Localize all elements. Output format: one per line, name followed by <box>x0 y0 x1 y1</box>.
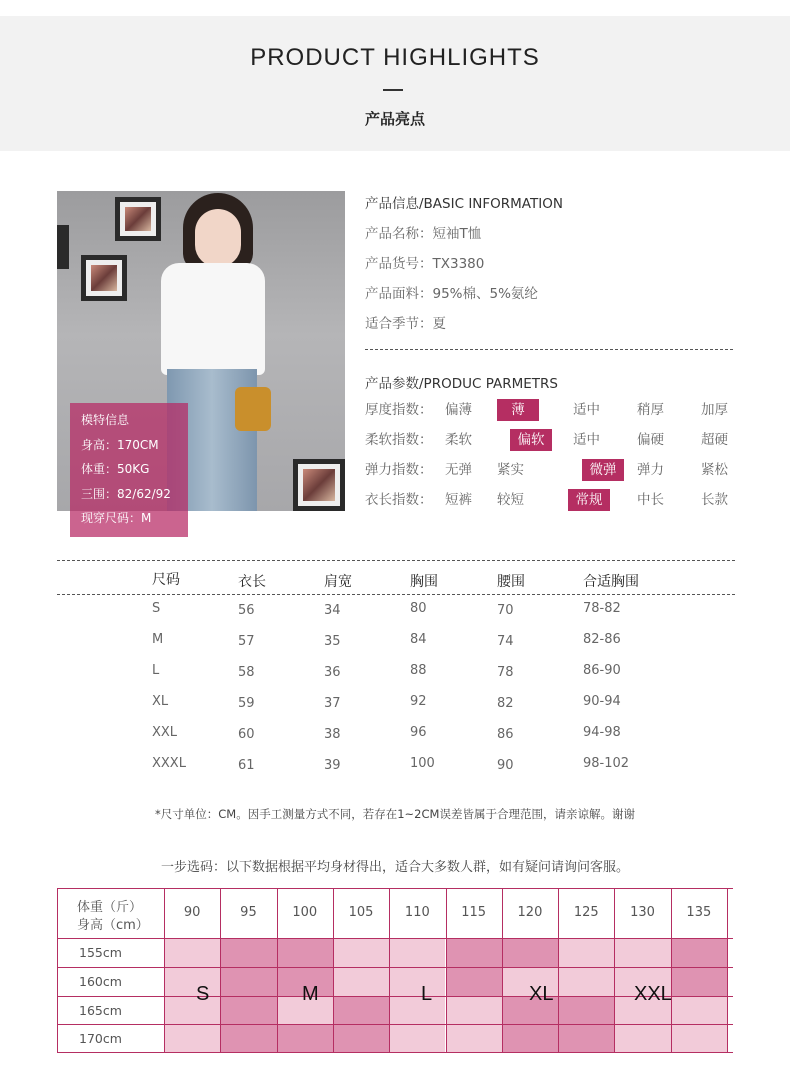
model-info-box <box>70 403 188 537</box>
table-cell: 61 <box>238 758 255 773</box>
table-cell: 94-98 <box>583 725 621 740</box>
wall-frame <box>115 197 161 241</box>
table-cell: 56 <box>238 603 255 618</box>
table-cell: 70 <box>497 603 514 618</box>
param-label: 厚度指数： <box>365 402 433 418</box>
param-option: 超硬 <box>701 432 728 448</box>
table-cell: 90-94 <box>583 694 621 709</box>
grid-cell <box>277 938 333 967</box>
selection-note: 一步选码：以下数据根据平均身材得出，适合大多数人群，如有疑问请询问客服。 <box>160 860 629 875</box>
grid-cell <box>671 996 727 1025</box>
table-cell: 57 <box>238 634 255 649</box>
grid-cell <box>446 967 502 996</box>
param-option: 紧实 <box>497 462 524 478</box>
param-option: 弹力 <box>637 462 664 478</box>
grid-cell <box>389 1024 445 1053</box>
table-cell: 96 <box>410 725 427 740</box>
table-cell: XXL <box>152 725 178 740</box>
param-option: 偏软 <box>510 429 552 451</box>
table-cell: 90 <box>497 758 514 773</box>
table-cell: 58 <box>238 665 255 680</box>
param-option: 薄 <box>497 399 539 421</box>
params-title: 产品参数/PRODUC PARMETRS <box>365 376 558 392</box>
page-subtitle: 产品亮点 <box>364 110 425 128</box>
grid-line <box>57 888 733 889</box>
grid-weight-header: 135 <box>686 905 712 920</box>
grid-corner-height: 身高（cm） <box>77 918 149 933</box>
grid-weight-header: 125 <box>573 905 599 920</box>
grid-line <box>57 938 733 939</box>
tshirt <box>161 263 265 375</box>
table-cell: 59 <box>238 696 255 711</box>
grid-cell <box>333 938 389 967</box>
param-option: 中长 <box>637 492 664 508</box>
grid-height-label: 170cm <box>79 1031 122 1047</box>
grid-cell <box>220 996 276 1025</box>
table-header-cell: 腰围 <box>497 574 525 590</box>
product-fabric: 产品面料：95%棉、5%氨纶 <box>365 286 538 302</box>
product-code: 产品货号：TX3380 <box>365 256 485 272</box>
grid-cell <box>220 1024 276 1053</box>
grid-height-label: 165cm <box>79 1002 122 1018</box>
table-cell: M <box>152 632 164 647</box>
table-cell: 82-86 <box>583 632 621 647</box>
grid-cell <box>558 967 614 996</box>
grid-cell <box>389 996 445 1025</box>
grid-cell <box>164 938 220 967</box>
table-cell: 80 <box>410 601 427 616</box>
size-recommendation-grid <box>57 888 733 1053</box>
param-option: 适中 <box>573 402 600 418</box>
model-face <box>195 209 241 267</box>
table-cell: 88 <box>410 663 427 678</box>
model-height: 身高：170CM <box>81 437 159 452</box>
grid-line <box>57 996 733 997</box>
param-option: 短裤 <box>445 492 472 508</box>
table-cell: 39 <box>324 758 341 773</box>
grid-cell <box>558 996 614 1025</box>
grid-cell <box>671 1024 727 1053</box>
param-option: 无弹 <box>445 462 472 478</box>
param-option: 稍厚 <box>637 402 664 418</box>
table-cell: 35 <box>324 634 341 649</box>
grid-cell <box>614 1024 670 1053</box>
unit-note: *尺寸单位：CM。因手工测量方式不同，若存在1~2CM误差皆属于合理范围，请亲谅解。谢谢 <box>155 807 635 821</box>
table-cell: L <box>152 663 160 678</box>
table-header-divider <box>57 594 735 595</box>
grid-cell <box>333 996 389 1025</box>
table-cell: 38 <box>324 727 341 742</box>
table-cell: 60 <box>238 727 255 742</box>
table-header-cell: 胸围 <box>410 574 438 590</box>
grid-line <box>57 967 733 968</box>
table-cell: 100 <box>410 756 435 771</box>
model-measurements: 三围：82/62/92 <box>81 486 171 501</box>
grid-height-label: 160cm <box>79 973 122 989</box>
grid-size-label: XXL <box>634 983 672 1005</box>
grid-cell <box>333 1024 389 1053</box>
param-label: 弹力指数： <box>365 462 433 478</box>
product-season: 适合季节：夏 <box>365 316 446 332</box>
param-option: 长款 <box>701 492 728 508</box>
basic-info-title: 产品信息/BASIC INFORMATION <box>365 196 563 212</box>
param-label: 衣长指数： <box>365 492 433 508</box>
grid-size-label: XL <box>529 983 554 1005</box>
grid-weight-header: 130 <box>630 905 655 920</box>
wall-frame <box>57 225 69 269</box>
param-option: 常规 <box>568 489 610 511</box>
table-top-divider <box>57 560 735 561</box>
grid-weight-header: 90 <box>183 905 201 920</box>
table-cell: 86 <box>497 727 514 742</box>
page-title: PRODUCT HIGHLIGHTS <box>250 44 540 71</box>
param-row <box>365 428 740 452</box>
grid-size-label: S <box>196 983 210 1005</box>
table-cell: XL <box>152 694 169 709</box>
wall-frame <box>81 255 127 301</box>
grid-cell <box>389 967 445 996</box>
table-header-cell: 尺码 <box>152 572 180 588</box>
grid-line <box>57 1024 733 1025</box>
grid-line <box>727 888 728 1053</box>
param-row <box>365 458 740 482</box>
table-cell: 92 <box>410 694 427 709</box>
param-option: 柔软 <box>445 432 472 448</box>
grid-cell <box>502 938 558 967</box>
table-header-cell: 肩宽 <box>324 574 352 590</box>
grid-line <box>57 888 58 1053</box>
handbag <box>235 387 271 431</box>
param-option: 较短 <box>497 492 524 508</box>
table-cell: 74 <box>497 634 514 649</box>
grid-cell <box>558 938 614 967</box>
param-option: 适中 <box>573 432 600 448</box>
table-cell: S <box>152 601 161 616</box>
param-option: 紧松 <box>701 462 728 478</box>
model-weight: 体重：50KG <box>81 462 150 476</box>
grid-weight-header: 105 <box>348 905 374 920</box>
table-cell: XXXL <box>152 756 186 771</box>
grid-cell <box>277 1024 333 1053</box>
table-cell: 84 <box>410 632 427 647</box>
product-name: 产品名称：短袖T恤 <box>365 226 482 242</box>
table-cell: 34 <box>324 603 341 618</box>
param-label: 柔软指数： <box>365 432 433 448</box>
table-cell: 78 <box>497 665 514 680</box>
grid-weight-header: 110 <box>404 905 430 920</box>
table-cell: 82 <box>497 696 514 711</box>
grid-cell <box>333 967 389 996</box>
grid-cell <box>220 967 276 996</box>
grid-weight-header: 100 <box>292 905 318 920</box>
header-band <box>0 16 790 151</box>
grid-cell <box>671 967 727 996</box>
grid-cell <box>446 996 502 1025</box>
grid-cell <box>164 996 220 1025</box>
param-option: 加厚 <box>701 402 728 418</box>
grid-cell <box>614 938 670 967</box>
grid-height-label: 155cm <box>79 945 122 960</box>
model-size-worn: 现穿尺码：M <box>81 511 152 525</box>
grid-size-label: L <box>421 983 433 1005</box>
param-option: 偏薄 <box>445 402 472 418</box>
grid-size-label: M <box>302 983 319 1005</box>
grid-cell <box>164 967 220 996</box>
grid-cell <box>164 1024 220 1053</box>
param-option: 偏硬 <box>637 432 664 448</box>
grid-weight-header: 120 <box>517 905 543 920</box>
param-row <box>365 398 740 422</box>
grid-line <box>57 1052 733 1053</box>
info-divider <box>365 349 733 350</box>
table-cell: 78-82 <box>583 601 621 616</box>
param-row <box>365 488 740 512</box>
table-cell: 98-102 <box>583 756 630 771</box>
grid-cell <box>558 1024 614 1053</box>
title-divider <box>383 89 403 91</box>
table-cell: 36 <box>324 665 341 680</box>
grid-cell <box>671 938 727 967</box>
grid-cell <box>446 1024 502 1053</box>
grid-weight-header: 95 <box>240 905 257 920</box>
grid-cell <box>220 938 276 967</box>
grid-corner-weight: 体重（斤） <box>77 900 143 915</box>
grid-cell <box>389 938 445 967</box>
table-header-cell: 合适胸围 <box>583 574 639 590</box>
grid-cell <box>446 938 502 967</box>
param-option: 微弹 <box>582 459 624 481</box>
table-header-cell: 衣长 <box>238 574 266 590</box>
table-cell: 37 <box>324 696 341 711</box>
model-info-title: 模特信息 <box>81 413 130 427</box>
wall-frame <box>293 459 345 511</box>
grid-weight-header: 115 <box>461 905 487 920</box>
grid-cell <box>502 1024 558 1053</box>
table-cell: 86-90 <box>583 663 621 678</box>
